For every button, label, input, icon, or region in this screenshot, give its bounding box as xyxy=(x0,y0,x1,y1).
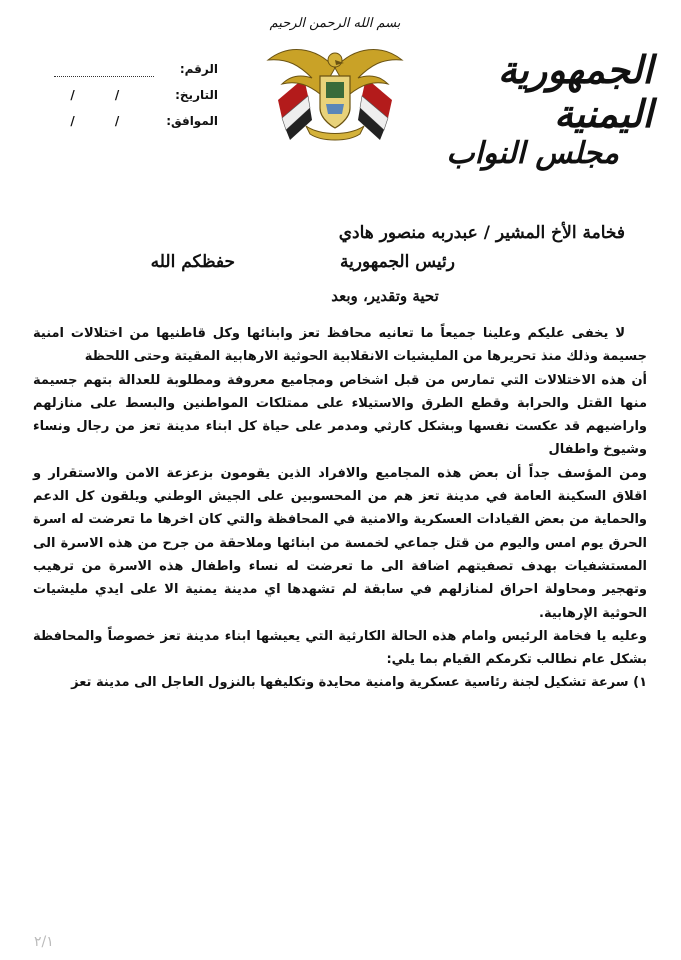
eagle-emblem-icon xyxy=(260,38,410,148)
paragraph-4: وعليه يا فخامة الرئيس وامام هذه الحالة الكارثية التي يعيشها ابناء مدينة تعز خصوصاً والمحافظة بشكل عام نطالب تكرمكم القيام بما يلي: xyxy=(33,628,647,668)
letter-body xyxy=(33,322,647,695)
council-name: مجلس النواب xyxy=(446,136,619,171)
addressee: فخامة الأخ المشير / عبدربه منصور هادي xyxy=(338,223,625,243)
greeting: تحية وتقدير، وبعد xyxy=(331,287,439,305)
paragraph-3: ومن المؤسف جداً أن بعض هذه المجاميع والافراد الذين يقومون بزعزعة الامن والاستقرار و اقلاق السكينة العامة في مدينة تعز هم من المحسوبين على الجيش الوطني ويلقون كل الدعم والحماية من بعض القيادات العسكرية والامنية في المحافظة والتي كان اخرها ما تعرضت له اسرة الحرق يوم امس واليوم من قتل جماعي لخمسة من ابنائها وملاحقة من جرح من هذه الاسرة الى المستشفيات بهدف تصفيتهم اضافة الى ما تعرضت له نساء واطفال هذه الاسرة من ترهيب وتهجير ومحاولة احراق لمنازلهم في سابقة لم تشهدها اي مدينة يمنية الا على ايدي مليشيات الحوثية الإرهابية. xyxy=(33,465,647,621)
basmala: بسم الله الرحمن الرحيم xyxy=(269,16,401,31)
blessing: حفظكم الله xyxy=(150,252,235,272)
field-number-label: الرقم: xyxy=(179,62,218,76)
emblem-block xyxy=(255,12,415,152)
field-date-value: / / xyxy=(70,88,138,102)
field-corresponding-value: / / xyxy=(70,114,138,128)
salutation-block xyxy=(25,218,625,310)
letterhead-title xyxy=(413,48,653,172)
field-date-label: التاريخ: xyxy=(175,88,218,102)
field-number xyxy=(28,58,218,84)
field-date xyxy=(28,84,218,110)
page-number: ٢/١ xyxy=(34,934,54,950)
field-corresponding-label: الموافق: xyxy=(166,114,218,128)
reference-fields xyxy=(28,58,218,136)
addressee-title-row xyxy=(25,248,625,282)
paragraph-1: لا يخفى عليكم وعلينا جميعاً ما تعانيه محافظ تعز وابنائها وكل قاطنيها من اختلالات امنية جسيمة وذلك منذ تحريرها من المليشيات الانقلابية الحوثية الارهابية المقيتة وحتى اللحظة xyxy=(33,326,647,365)
field-corresponding xyxy=(28,110,218,136)
paragraph-2: أن هذه الاختلالات التي تمارس من قبل اشخاص ومجاميع معروفة ومطلوبة للعدالة بتهم جسيمة منها القتل والحرابة وقطع الطرق والاستيلاء على ممتلكات المواطنين والبسط على منازلهم واراضيهم قد عكست نفسها وبشكل كارثي ومدمر على حياة كل ابناء مدينة تعز من رجال ونساء وشيوخ واطفال xyxy=(33,372,647,458)
country-name: الجمهورية اليمنية xyxy=(497,47,653,136)
list-item-1: ١) سرعة تشكيل لجنة رئاسية عسكرية وامنية محايدة وتكليفها بالنزول العاجل الى مدينة تعز xyxy=(71,675,647,691)
field-number-value xyxy=(54,62,154,77)
addressee-title: رئيس الجمهورية xyxy=(339,252,455,272)
